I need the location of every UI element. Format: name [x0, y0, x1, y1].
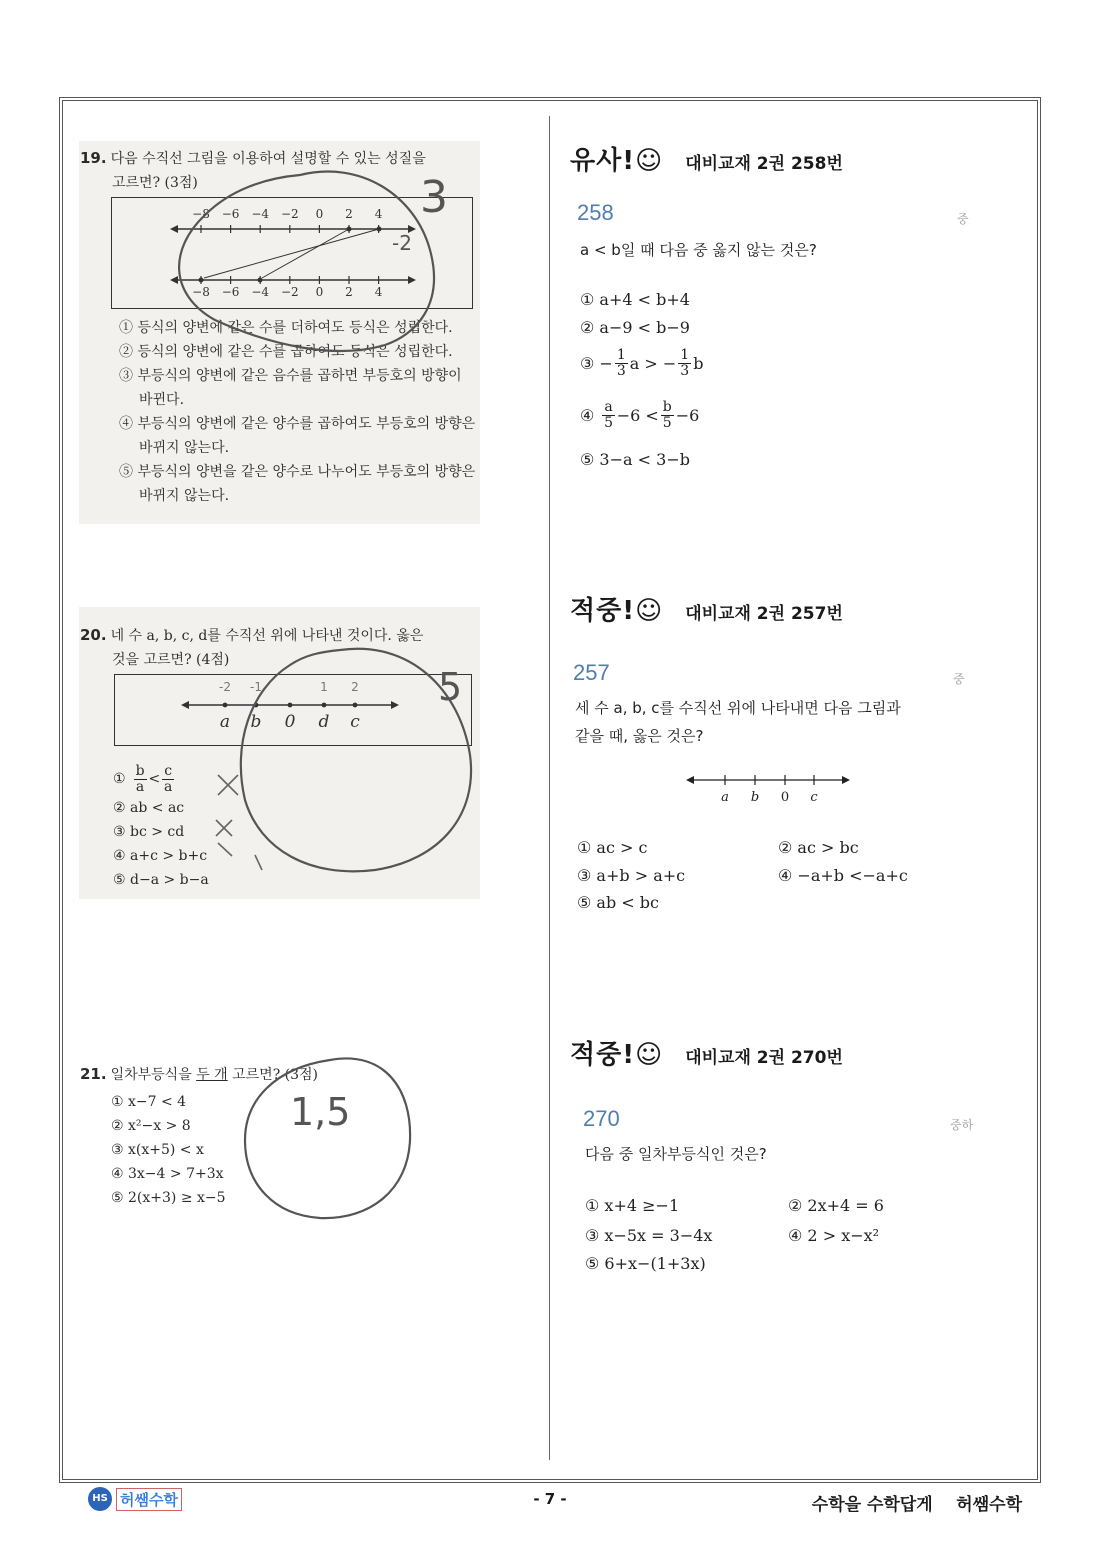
r1-option-4-end: −6 — [675, 406, 700, 425]
frac-numerator: c — [164, 762, 173, 779]
q19-bottom-tick-label-2: −4 — [251, 285, 270, 299]
q20-hand-label-1: -1 — [250, 680, 262, 694]
q21-text-pre: 일차부등식을 — [110, 1067, 197, 1083]
q19-top-tick-label-3: −2 — [280, 207, 299, 221]
q19-top-tick-label-1: −6 — [221, 207, 240, 221]
q20-options — [113, 762, 313, 892]
r1-option-4-prefix: ④ — [580, 406, 595, 425]
q19-mapping-arrow-1 — [262, 229, 349, 278]
q20-option-2: ② ab < ac — [113, 800, 185, 816]
q19-bottom-left-arrow — [170, 276, 178, 284]
q21-option-1: ① x−7 < 4 — [111, 1094, 187, 1110]
r3-option-1: ① x+4 ≥−1 — [585, 1196, 680, 1215]
q20-option-1-frac-left — [134, 764, 147, 795]
q19-number: 19. — [80, 149, 107, 167]
q19-top-left-arrow — [170, 225, 178, 233]
q19-option-3: ③ 부등식의 양변에 같은 음수를 곱하면 부등호의 방향이 바뀐다. — [119, 368, 462, 408]
q19-numberlines — [112, 198, 472, 308]
r3-option-5: ⑤ 6+x−(1+3x) — [585, 1254, 706, 1273]
r2-problem-number: 257 — [573, 660, 610, 685]
r3-difficulty: 중하 — [950, 1118, 974, 1132]
r2-header — [570, 590, 843, 627]
q20-hand-label-0: -2 — [219, 680, 231, 694]
q19-text-line2: 고르면? (3점) — [112, 175, 198, 191]
q21-options — [111, 1090, 311, 1210]
r2-option-4: ④ −a+b <−a+c — [778, 866, 908, 885]
q19-text-line1: 다음 수직선 그림을 이용하여 설명할 수 있는 성질을 — [110, 151, 426, 167]
q19-bottom-tick-label-4: 0 — [315, 285, 324, 299]
r1-option-3-end: b — [693, 354, 704, 373]
r2-stem-line1: 세 수 a, b, c를 수직선 위에 나타내면 다음 그림과 — [575, 699, 901, 717]
q20-point-label-1: b — [250, 712, 262, 732]
q20-point-label-2: 0 — [284, 712, 296, 732]
frac-denominator: a — [164, 778, 173, 795]
q19-option-4: ④ 부등식의 양변에 같은 양수를 곱하여도 부등호의 방향은 바뀌지 않는다. — [119, 416, 476, 456]
q21-option-3: ③ x(x+5) < x — [111, 1142, 204, 1158]
q19-bottom-tick-label-5: 2 — [345, 285, 353, 299]
r3-header — [570, 1034, 843, 1071]
q20-left-arrow — [181, 701, 189, 709]
r2-tick-label-2: 0 — [780, 790, 790, 805]
r2-numberline — [680, 765, 860, 810]
q20-point-4 — [353, 703, 358, 708]
q19-handwritten-answer: 3 — [420, 172, 448, 223]
frac-numerator: 1 — [680, 347, 690, 363]
logo-text: 허쌤수학 — [116, 1488, 182, 1511]
q20-number: 20. — [80, 626, 107, 644]
q19-option-2: ② 등식의 양변에 같은 수를 곱하여도 등식은 성립한다. — [119, 344, 453, 360]
q20-point-3 — [322, 703, 327, 708]
q21-option-5: ⑤ 2(x+3) ≥ x−5 — [111, 1190, 226, 1206]
q19-top-tick-label-4: 0 — [315, 207, 324, 221]
q19-numberline-box — [111, 197, 473, 309]
q19-stem — [80, 146, 480, 195]
q20-option-1 — [113, 762, 313, 796]
less-than-sign: < — [148, 771, 161, 787]
q20-text-line1: 네 수 a, b, c, d를 수직선 위에 나타낸 것이다. 옳은 — [110, 628, 424, 644]
r1-option-3 — [580, 348, 703, 379]
q19-bottom-dot-minus4 — [258, 278, 263, 283]
q21-text-post: 고르면? (3점) — [227, 1067, 319, 1083]
q21-number: 21. — [80, 1065, 107, 1083]
q21-option-4: ④ 3x−4 > 7+3x — [111, 1166, 224, 1182]
r3-option-3: ③ x−5x = 3−4x — [585, 1226, 713, 1245]
frac-denominator: a — [135, 778, 145, 795]
q19-bottom-dot-minus8 — [199, 278, 204, 283]
r1-problem-number: 258 — [577, 200, 614, 225]
r1-option-3-mid: a > − — [629, 354, 677, 373]
r3-stem: 다음 중 일차부등식인 것은? — [585, 1145, 767, 1163]
r2-stem — [575, 694, 901, 750]
r3-title: 적중!☺ — [570, 1040, 664, 1070]
frac-denominator: 5 — [662, 415, 672, 431]
q20-option-3: ③ bc > cd — [113, 824, 185, 840]
q21-handwritten-answer: 1,5 — [290, 1090, 351, 1134]
logo-badge-icon: HS — [88, 1487, 112, 1511]
r1-option-4-frac-2 — [661, 400, 674, 431]
r1-option-3-frac-1 — [615, 348, 628, 379]
r1-option-5: ⑤ 3−a < 3−b — [580, 450, 690, 469]
q19-bottom-tick-label-3: −2 — [280, 285, 299, 299]
r2-title: 적중!☺ — [570, 596, 664, 626]
r1-reference: 대비교재 2권 258번 — [685, 154, 843, 174]
r1-option-3-prefix: ③ − — [580, 354, 613, 373]
q20-handwritten-answer: 5 — [438, 665, 463, 709]
q19-top-right-arrow — [408, 225, 416, 233]
frac-numerator: 1 — [616, 347, 626, 363]
r2-stem-line2: 같을 때, 옳은 것은? — [575, 727, 704, 745]
q20-hand-label-3: 2 — [351, 680, 359, 694]
r2-left-arrow — [686, 776, 694, 784]
footer-slogan: 수학을 수학답게 허쌤수학 — [811, 1495, 1022, 1515]
r2-option-1: ① ac > c — [577, 838, 648, 857]
q20-stem — [80, 623, 480, 672]
r1-option-4-frac-1 — [602, 400, 614, 431]
r3-option-4: ④ 2 > x−x² — [788, 1226, 880, 1245]
q20-point-label-3: d — [318, 712, 330, 732]
q19-bottom-right-arrow — [408, 276, 416, 284]
q20-point-label-4: c — [350, 712, 360, 732]
frac-numerator: b — [135, 762, 145, 779]
q19-option-5: ⑤ 부등식의 양변을 같은 양수로 나누어도 부등호의 방향은 바뀌지 않는다. — [119, 464, 476, 504]
column-divider — [549, 116, 550, 1460]
r1-option-1: ① a+4 < b+4 — [580, 290, 690, 309]
q20-option-4: ④ a+c > b+c — [113, 848, 208, 864]
q19-bottom-tick-label-6: 4 — [374, 285, 383, 299]
q20-right-arrow — [391, 701, 399, 709]
frac-denominator: 3 — [680, 363, 690, 379]
q20-point-label-0: a — [219, 712, 231, 732]
r1-option-4-mid: −6 < — [616, 406, 659, 425]
page-number: - 7 - — [533, 1490, 567, 1508]
q19-top-tick-label-0: −8 — [192, 207, 210, 221]
q19-top-tick-label-2: −4 — [251, 207, 270, 221]
r1-option-4 — [580, 400, 699, 431]
r2-tick-label-3: c — [810, 790, 818, 805]
r2-right-arrow — [842, 776, 850, 784]
q21-option-2: ② x²−x > 8 — [111, 1118, 191, 1134]
r2-option-3: ③ a+b > a+c — [577, 866, 686, 885]
frac-denominator: 3 — [616, 363, 626, 379]
r1-option-3-frac-2 — [678, 348, 691, 379]
q20-point-2 — [288, 703, 293, 708]
q19-option-1: ① 등식의 양변에 같은 수를 더하여도 등식은 성립한다. — [119, 320, 453, 336]
q19-handwritten-note: -2 — [392, 231, 412, 255]
q20-numberline-box — [114, 674, 472, 746]
q20-text-line2: 것을 고르면? (4점) — [112, 652, 230, 668]
q20-numberline — [115, 675, 471, 745]
r1-option-2: ② a−9 < b−9 — [580, 318, 690, 337]
frac-numerator: b — [662, 399, 672, 415]
r3-reference: 대비교재 2권 270번 — [685, 1048, 843, 1068]
q20-option-5: ⑤ d−a > b−a — [113, 872, 209, 888]
r1-header — [570, 140, 843, 177]
q21-text-underlined: 두 개 — [196, 1067, 228, 1083]
r1-difficulty: 중 — [957, 212, 969, 226]
q19-top-tick-label-5: 2 — [345, 207, 353, 221]
r2-tick-label-0: a — [721, 790, 729, 805]
q19-top-tick-label-6: 4 — [374, 207, 383, 221]
q20-option-1-frac-right — [162, 764, 174, 795]
frac-numerator: a — [604, 399, 613, 415]
r2-tick-label-1: b — [750, 790, 760, 805]
q20-point-1 — [254, 703, 259, 708]
r2-option-5: ⑤ ab < bc — [577, 893, 659, 912]
frac-denominator: 5 — [604, 415, 613, 431]
q19-options — [111, 316, 479, 508]
r2-option-2: ② ac > bc — [778, 838, 859, 857]
q19-bottom-tick-label-1: −6 — [221, 285, 240, 299]
q20-point-0 — [223, 703, 228, 708]
r1-stem: a < b일 때 다음 중 옳지 않는 것은? — [580, 241, 817, 259]
q20-hand-label-2: 1 — [320, 680, 328, 694]
q21-stem — [80, 1062, 480, 1087]
r3-problem-number: 270 — [583, 1106, 620, 1131]
q19-mapping-arrow-2 — [204, 229, 379, 278]
r1-title: 유사!☺ — [570, 146, 664, 176]
q19-bottom-tick-label-0: −8 — [192, 285, 210, 299]
r3-option-2: ② 2x+4 = 6 — [788, 1196, 884, 1215]
r2-difficulty: 중 — [953, 672, 965, 686]
q20-option-1-marker: ① — [113, 771, 126, 787]
r2-reference: 대비교재 2권 257번 — [685, 604, 843, 624]
